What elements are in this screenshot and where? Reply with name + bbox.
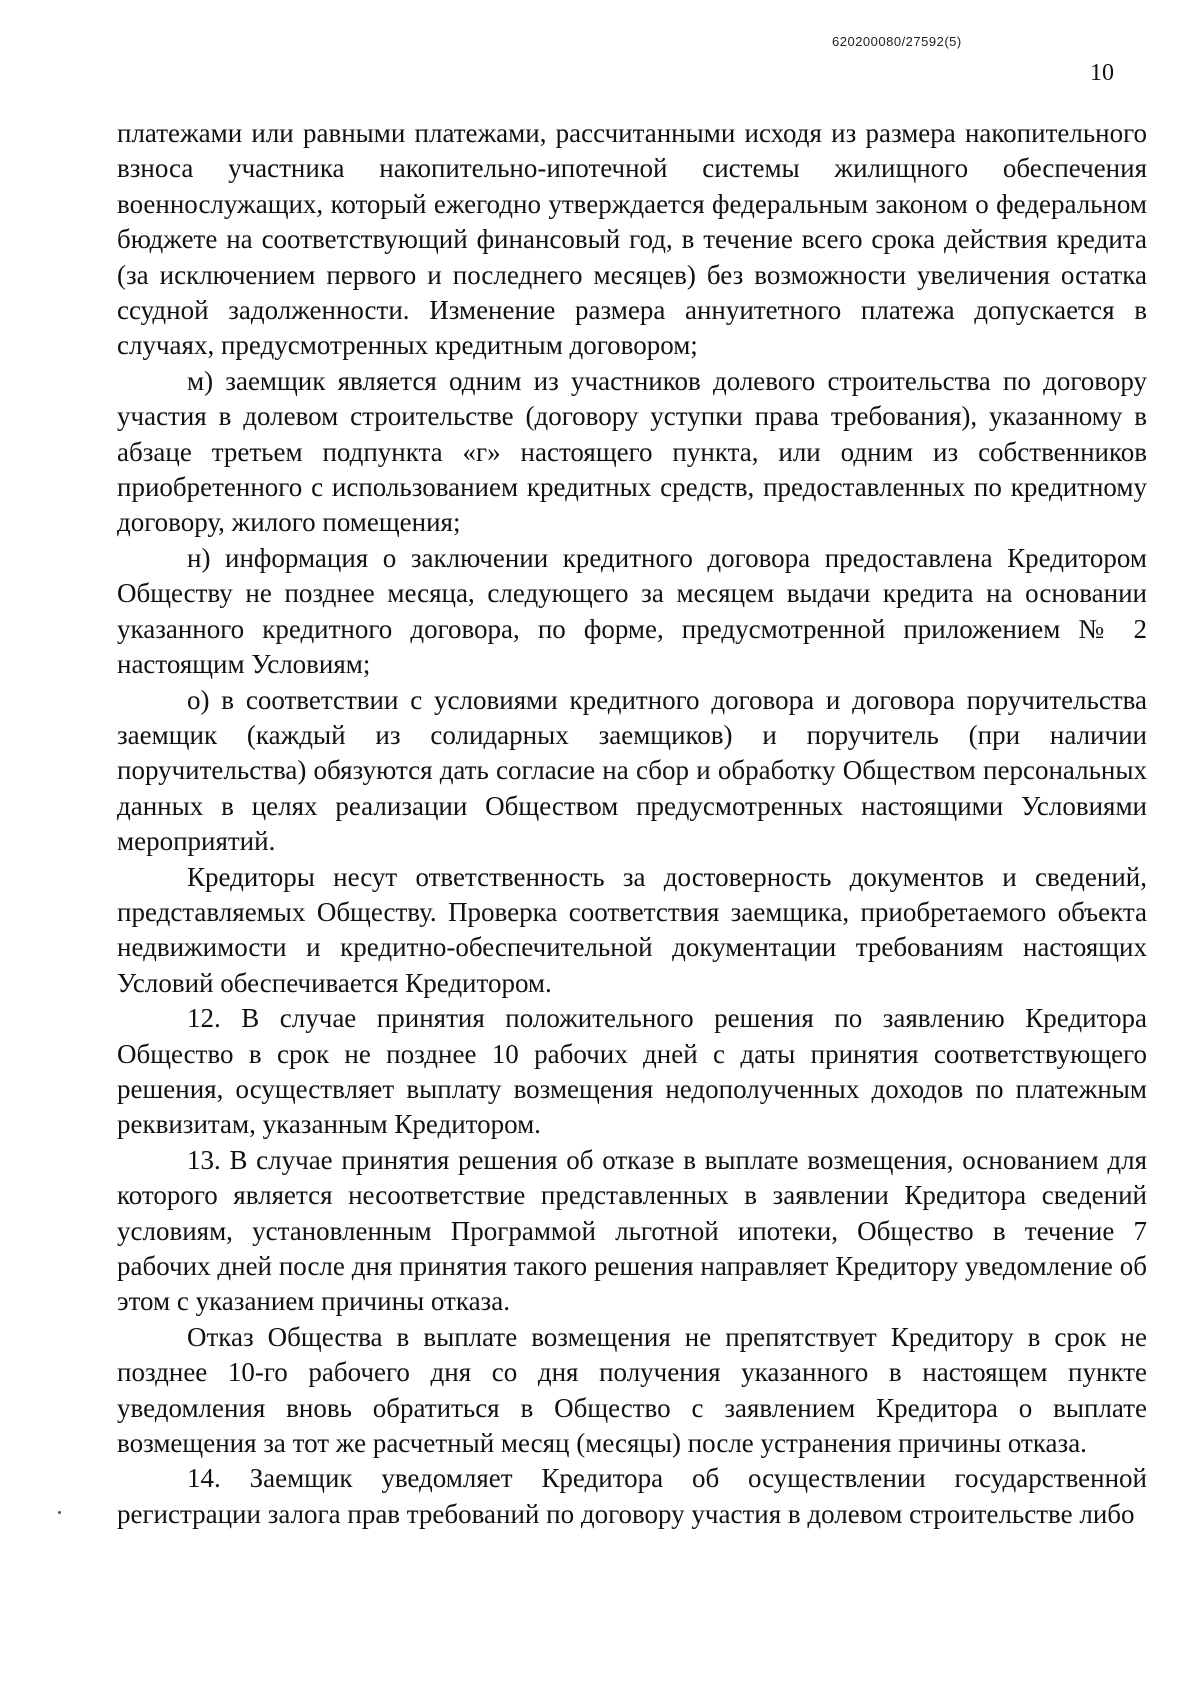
document-body: [117, 116, 1147, 1532]
paragraph-item-o: о) в соответствии с условиями кредитного договора и договора поручительства заемщик (каждый из солидарных заемщиков) и поручитель (при наличии поручительства) обязуются дать согласие на сбор и обработку Обществом персональных данных в целях реализации Обществом предусмотренных настоящими Условиями мероприятий.: [117, 684, 1147, 857]
scan-speck: [58, 1511, 61, 1514]
paragraph-creditors-responsibility: Кредиторы несут ответственность за достоверность документов и сведений, представляемых Обществу. Проверка соответствия заемщика, приобретаемого объекта недвижимости и кредитно-обеспечительной документации требованиям настоящих Условий обеспечивается Кредитором.: [117, 861, 1147, 998]
paragraph-clause-13: 13. В случае принятия решения об отказе в выплате возмещения, основанием для которого является несоответствие представленных в заявлении Кредитора сведений условиям, установленным Программой льготной ипотеки, Общество в течение 7 рабочих дней после дня принятия такого решения направляет Кредитору уведомление об этом с указанием причины отказа.: [117, 1144, 1147, 1317]
paragraph-item-m: м) заемщик является одним из участников долевого строительства по договору участия в долевом строительстве (договору уступки права требования), указанному в абзаце третьем подпункта «г» настоящего пункта, или одним из собственников приобретенного с использованием кредитных средств, предоставленных по кредитному договору, жилого помещения;: [117, 365, 1147, 538]
document-id: 620200080/27592(5): [832, 34, 962, 49]
paragraph-clause-12: 12. В случае принятия положительного решения по заявлению Кредитора Общество в срок не позднее 10 рабочих дней с даты принятия соответствующего решения, осуществляет выплату возмещения недополученных доходов по платежным реквизитам, указанным Кредитором.: [117, 1003, 1147, 1140]
paragraph-continuation: платежами или равными платежами, рассчитанными исходя из размера накопительного взноса участника накопительно-ипотечной системы жилищного обеспечения военнослужащих, который ежегодно утверждается федеральным законом о федеральном бюджете на соответствующий финансовый год, в течение всего срока действия кредита (за исключением первого и последнего месяцев) без возможности увеличения остатка ссудной задолженности. Изменение размера аннуитетного платежа допускается в случаях, предусмотренных кредитным договором;: [117, 118, 1147, 361]
paragraph-refusal: Отказ Общества в выплате возмещения не препятствует Кредитору в срок не позднее 10-го рабочего дня со дня получения указанного в настоящем пункте уведомления вновь обратиться в Общество с заявлением Кредитора о выплате возмещения за тот же расчетный месяц (месяцы) после устранения причины отказа.: [117, 1321, 1147, 1459]
paragraph-item-n: н) информация о заключении кредитного договора предоставлена Кредитором Обществу не позднее месяца, следующего за месяцем выдачи кредита на основании указанного кредитного договора, по форме, предусмотренной приложением № 2 настоящим Условиям;: [117, 542, 1147, 680]
paragraph-clause-14: 14. Заемщик уведомляет Кредитора об осуществлении государственной регистрации залога прав требований по договору участия в долевом строительстве либо: [117, 1463, 1147, 1529]
page-number: 10: [1090, 60, 1114, 86]
